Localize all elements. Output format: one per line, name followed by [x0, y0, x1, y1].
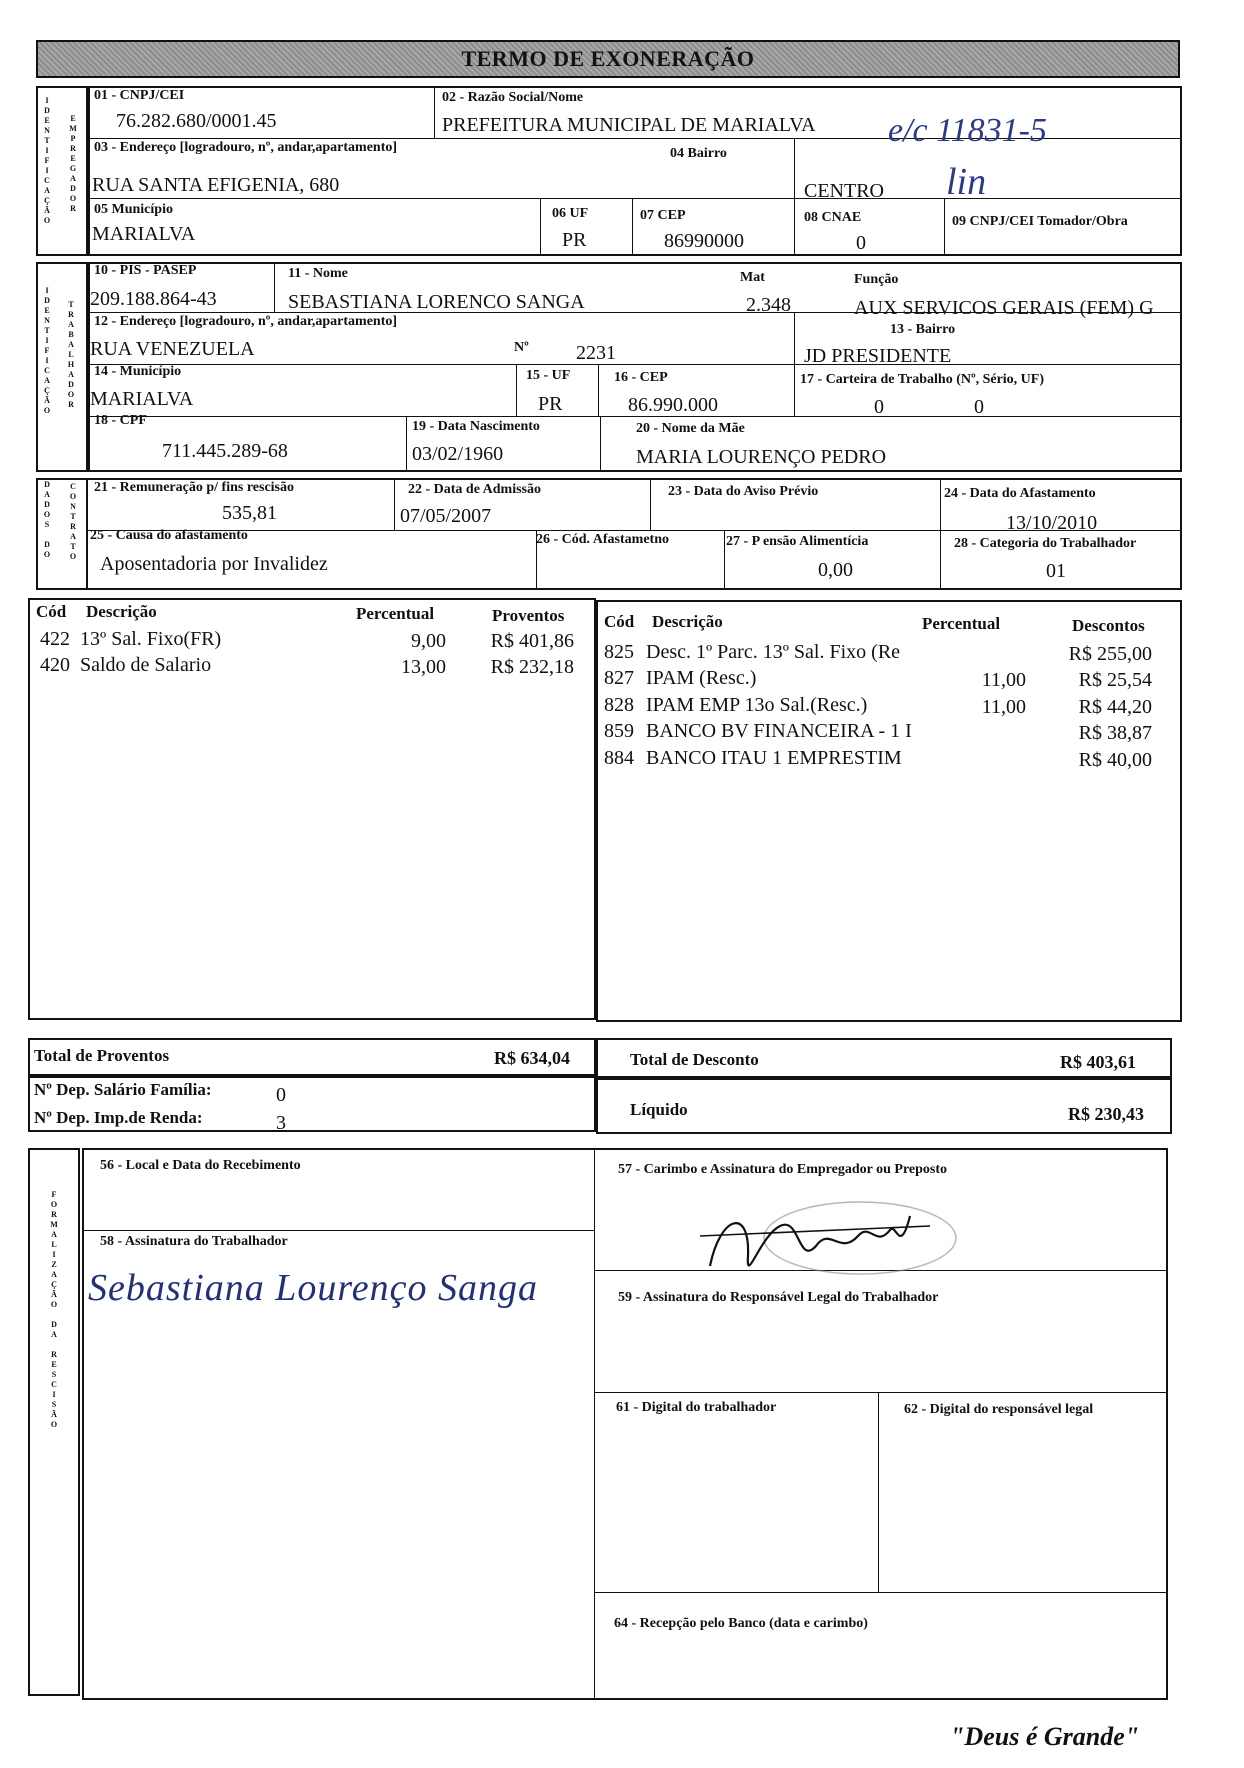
- total-desconto-label: Total de Desconto: [630, 1050, 759, 1069]
- remuneracao-value: 535,81: [222, 502, 277, 524]
- employer-side-label: I D E N T I F I C A Ç Ã O: [43, 96, 51, 225]
- descontos-valor: R$ 255,00: [1068, 643, 1152, 665]
- funcao-value: AUX SERVICOS GERAIS (FEM) G: [854, 297, 1154, 319]
- carimbo-label: 57 - Carimbo e Assinatura do Empregador ou Preposto: [618, 1162, 948, 1177]
- employer-bairro-value: CENTRO: [804, 180, 884, 202]
- footer-motto: "Deus é Grande": [950, 1722, 1140, 1751]
- proventos-desc: Saldo de Salario: [80, 654, 212, 676]
- afastamento-label: 24 - Data do Afastamento: [944, 486, 1096, 501]
- proventos-perc: 13,00: [401, 656, 446, 678]
- numero-label: Nº: [514, 340, 529, 355]
- responsavel-legal-label: 59 - Assinatura do Responsável Legal do Trabalhador: [618, 1290, 939, 1305]
- causa-label: 25 - Causa do afastamento: [90, 528, 248, 543]
- descontos-cod: 884: [604, 747, 634, 769]
- mae-value: MARIA LOURENÇO PEDRO: [636, 446, 887, 468]
- nome-value: SEBASTIANA LORENCO SANGA: [288, 291, 585, 313]
- cod-afastamento-label: 26 - Cód. Afastametno: [536, 532, 669, 547]
- cnae-value: 0: [856, 232, 866, 254]
- worker-bairro-label: 13 - Bairro: [890, 322, 956, 337]
- remuneracao-label: 21 - Remuneração p/ fins rescisão: [94, 480, 294, 495]
- descontos-valor: R$ 25,54: [1078, 669, 1152, 691]
- razao-value: PREFEITURA MUNICIPAL DE MARIALVA: [442, 114, 816, 136]
- worker-municipio-value: MARIALVA: [90, 388, 194, 410]
- liquido-label: Líquido: [630, 1100, 688, 1119]
- dep-renda-label: Nº Dep. Imp.de Renda:: [34, 1108, 203, 1127]
- descontos-desc: BANCO ITAU 1 EMPRESTIM: [646, 747, 902, 769]
- formalizacao-side-label: F O R M A L I Z A Ç Ã O D A R E S C I S Ã O: [50, 1190, 58, 1429]
- liquido-value: R$ 230,43: [1068, 1104, 1144, 1124]
- descontos-cod: 825: [604, 641, 634, 663]
- funcao-label: Função: [854, 272, 899, 287]
- descontos-cod: 828: [604, 694, 634, 716]
- admissao-label: 22 - Data de Admissão: [408, 482, 542, 497]
- aviso-label: 23 - Data do Aviso Prévio: [668, 484, 819, 499]
- proventos-header-desc: Descrição: [86, 602, 157, 621]
- ctps-serie-value: 0: [974, 396, 984, 418]
- employer-bairro-label: 04 Bairro: [670, 146, 727, 161]
- descontos-desc: BANCO BV FINANCEIRA - 1 I: [646, 720, 912, 742]
- total-proventos-label: Total de Proventos: [34, 1046, 170, 1065]
- worker-bairro-value: JD PRESIDENTE: [804, 345, 952, 367]
- admissao-value: 07/05/2007: [400, 505, 492, 527]
- ctps-numero-value: 0: [874, 396, 884, 418]
- cpf-value: 711.445.289-68: [162, 440, 288, 462]
- worker-address-value: RUA VENEZUELA: [90, 338, 255, 360]
- contract-side-label: D A D O S D O: [43, 480, 51, 559]
- descontos-cod: 827: [604, 667, 634, 689]
- descontos-header-perc: Percentual: [922, 614, 1001, 633]
- worker-signature: Sebastiana Lourenço Sanga: [88, 1267, 539, 1309]
- employer-cep-value: 86990000: [664, 230, 744, 252]
- assinatura-trabalhador-label: 58 - Assinatura do Trabalhador: [100, 1234, 288, 1249]
- nascimento-value: 03/02/1960: [412, 443, 504, 465]
- nome-label: 11 - Nome: [288, 266, 348, 281]
- descontos-desc: Desc. 1º Parc. 13º Sal. Fixo (Re: [646, 641, 901, 663]
- employer-uf-label: 06 UF: [552, 206, 589, 221]
- proventos-perc: 9,00: [411, 630, 446, 652]
- handwritten-initials: lin: [946, 161, 987, 203]
- razao-label: 02 - Razão Social/Nome: [442, 90, 584, 105]
- descontos-desc: IPAM EMP 13o Sal.(Resc.): [646, 694, 868, 716]
- worker-side-label: I D E N T I F I C A Ç Ã O: [43, 286, 51, 415]
- employer-municipio-value: MARIALVA: [92, 223, 196, 245]
- descontos-header-cod: Cód: [604, 612, 635, 631]
- descontos-valor: R$ 40,00: [1078, 749, 1152, 771]
- dep-renda-value: 3: [276, 1112, 286, 1134]
- cnpj-label: 01 - CNPJ/CEI: [94, 88, 185, 103]
- local-data-label: 56 - Local e Data do Recebimento: [100, 1158, 301, 1173]
- digital-trabalhador-label: 61 - Digital do trabalhador: [616, 1400, 777, 1415]
- pensao-label: 27 - P ensão Alimentícia: [726, 534, 869, 549]
- categoria-value: 01: [1046, 560, 1066, 582]
- worker-side-label-2: T R A B A L H A D O R: [67, 300, 75, 409]
- causa-value: Aposentadoria por Invalidez: [100, 553, 328, 575]
- proventos-header-perc: Percentual: [356, 604, 435, 623]
- proventos-header-cod: Cód: [36, 602, 67, 621]
- cnpj-value: 76.282.680/0001.45: [116, 110, 277, 132]
- proventos-cod: 420: [40, 654, 70, 676]
- employer-side-label-2: E M P R E G A D O R: [69, 114, 77, 213]
- pis-value: 209.188.864-43: [90, 288, 217, 310]
- descontos-valor: R$ 44,20: [1078, 696, 1152, 718]
- employer-address-value: RUA SANTA EFIGENIA, 680: [92, 174, 340, 196]
- descontos-valor: R$ 38,87: [1078, 722, 1152, 744]
- numero-value: 2231: [576, 342, 616, 364]
- worker-cep-value: 86.990.000: [628, 394, 718, 416]
- employer-signature-stamp: [680, 1196, 960, 1296]
- worker-uf-value: PR: [538, 393, 563, 415]
- descontos-cod: 859: [604, 720, 634, 742]
- proventos-header-valor: Proventos: [492, 606, 565, 625]
- total-proventos-value: R$ 634,04: [494, 1048, 570, 1068]
- employer-cep-label: 07 CEP: [640, 208, 686, 223]
- contract-side-label-2: C O N T R A T O: [69, 482, 77, 561]
- descontos-perc: 11,00: [981, 696, 1026, 718]
- dep-familia-value: 0: [276, 1084, 286, 1106]
- cpf-label: 18 - CPF: [94, 413, 147, 428]
- proventos-valor: R$ 232,18: [490, 656, 574, 678]
- employer-uf-value: PR: [562, 229, 587, 251]
- handwritten-note: e/c 11831-5: [888, 112, 1047, 149]
- ctps-label: 17 - Carteira de Trabalho (Nº, Sério, UF): [800, 372, 1045, 387]
- cnae-label: 08 CNAE: [804, 210, 862, 225]
- tomador-label: 09 CNPJ/CEI Tomador/Obra: [952, 214, 1128, 229]
- title-bar: [36, 40, 1180, 78]
- worker-cep-label: 16 - CEP: [614, 370, 668, 385]
- recepcao-banco-label: 64 - Recepção pelo Banco (data e carimbo): [614, 1616, 868, 1631]
- employer-municipio-label: 05 Município: [94, 202, 173, 217]
- descontos-header-valor: Descontos: [1072, 616, 1145, 635]
- descontos-perc: 11,00: [981, 669, 1026, 691]
- afastamento-value: 13/10/2010: [1006, 512, 1098, 534]
- descontos-desc: IPAM (Resc.): [646, 667, 757, 689]
- document-title: TERMO DE EXONERAÇÃO: [461, 46, 755, 71]
- mae-label: 20 - Nome da Mãe: [636, 421, 745, 436]
- descontos-header-desc: Descrição: [652, 612, 723, 631]
- proventos-cod: 422: [40, 628, 70, 650]
- mat-label: Mat: [740, 270, 765, 285]
- categoria-label: 28 - Categoria do Trabalhador: [954, 536, 1137, 551]
- proventos-valor: R$ 401,86: [490, 630, 574, 652]
- proventos-desc: 13º Sal. Fixo(FR): [80, 628, 222, 650]
- employer-address-label: 03 - Endereço [logradouro, nº, andar,apartamento]: [94, 140, 398, 155]
- nascimento-label: 19 - Data Nascimento: [412, 419, 540, 434]
- pis-label: 10 - PIS - PASEP: [94, 263, 197, 278]
- total-desconto-value: R$ 403,61: [1060, 1052, 1136, 1072]
- mat-value: 2.348: [746, 294, 791, 316]
- digital-responsavel-label: 62 - Digital do responsável legal: [904, 1402, 1094, 1417]
- pensao-value: 0,00: [818, 559, 853, 581]
- dep-familia-label: Nº Dep. Salário Família:: [34, 1080, 212, 1099]
- worker-uf-label: 15 - UF: [526, 368, 571, 383]
- worker-municipio-label: 14 - Município: [94, 364, 182, 379]
- worker-address-label: 12 - Endereço [logradouro, nº, andar,apartamento]: [94, 314, 398, 329]
